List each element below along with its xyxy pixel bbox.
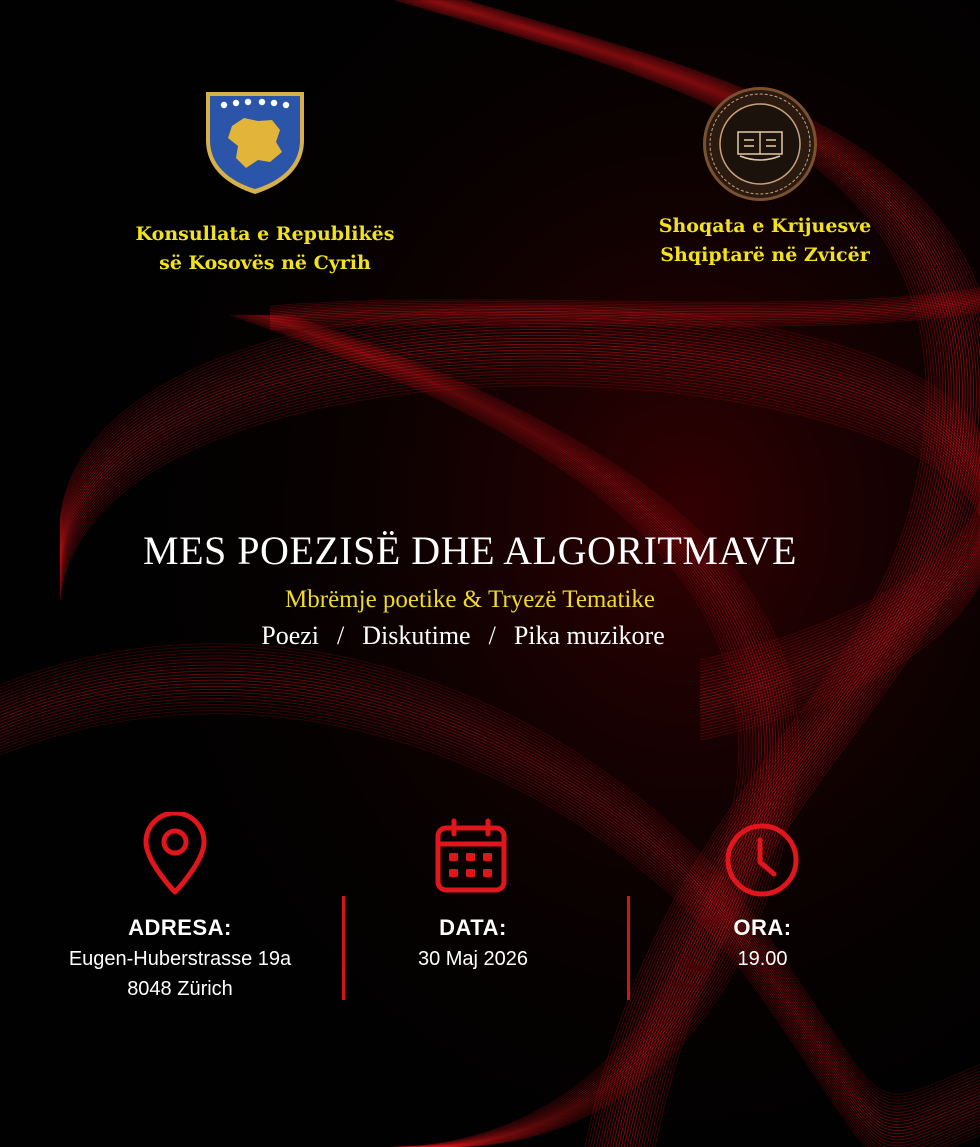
event-tags	[0, 621, 926, 651]
time-value: 19.00	[737, 948, 788, 970]
divider	[627, 896, 630, 1000]
organizer-consulate-line1: Konsullata e Republikës	[135, 223, 395, 245]
tag-music: Pika muzikore	[513, 621, 665, 650]
address-line2: 8048 Zürich	[127, 978, 233, 1000]
organizer-society-line1: Shoqata e Krijuesve	[658, 215, 872, 237]
location-pin-icon	[140, 812, 210, 896]
kosovo-coat-of-arms-icon	[200, 88, 310, 198]
tag-poetry: Poezi	[261, 621, 320, 650]
address-block	[55, 914, 305, 1004]
date-value: 30 Maj 2026	[417, 948, 529, 970]
date-label: DATA:	[439, 915, 507, 940]
time-label: ORA:	[733, 915, 792, 940]
date-block	[378, 914, 568, 974]
tag-separator: /	[337, 621, 345, 650]
tag-discussions: Diskutime	[362, 621, 471, 650]
tag-separator: /	[488, 621, 496, 650]
event-title: MES POEZISË DHE ALGORITMAVE	[143, 528, 797, 573]
organizer-society	[640, 212, 890, 270]
address-label: ADRESA:	[128, 915, 232, 940]
organizer-society-line2: Shqiptarë në Zvicër	[660, 244, 870, 266]
time-block	[670, 914, 855, 974]
calendar-icon	[434, 818, 508, 894]
organizer-consulate-line2: së Kosovës në Cyrih	[159, 252, 371, 274]
society-seal-icon	[700, 84, 820, 204]
address-line1: Eugen-Huberstrasse 19a	[68, 948, 292, 970]
divider	[342, 896, 345, 1000]
clock-icon	[722, 820, 802, 900]
event-subtitle: Mbrëmje poetike & Tryezë Tematike	[285, 586, 655, 613]
organizer-consulate	[130, 220, 400, 278]
